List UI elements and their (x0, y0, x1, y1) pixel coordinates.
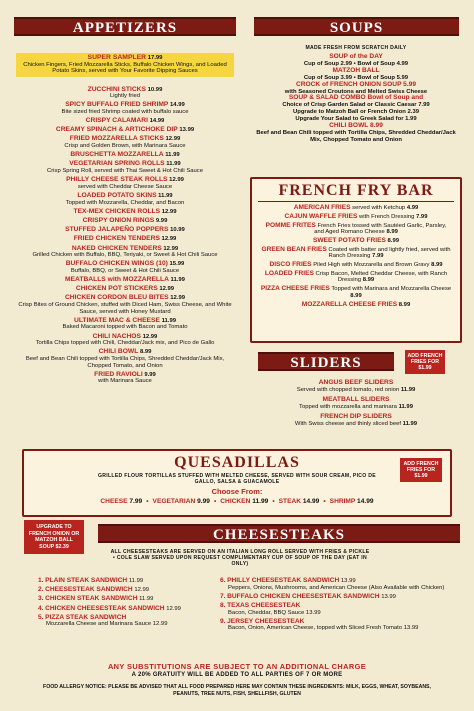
cheesesteak-price: 12.99 (134, 587, 150, 594)
fries-item (252, 262, 460, 269)
allergy-notice: FOOD ALLERGY NOTICE: PLEASE BE ADVISED THAT ALL FOOD PREPARED HERE MAY CONTAIN THESE INGREDIENTS: MILK, EGGS, WHEAT, SOYBEANS, PEANUTS, TREE NUTS, FISH, SHELLFISH, GLUTEN (43, 684, 431, 697)
appetizer-price: 12.99 (165, 136, 181, 143)
appetizer-price: 8.99 (139, 349, 152, 356)
appetizer-list (16, 87, 234, 385)
appetizer-desc: Crisp and Golden Brown, with Marinara Sauce (64, 143, 186, 150)
appetizer-header (16, 277, 234, 284)
soup-line: SOUP of the DAY (329, 53, 383, 60)
fries-line (260, 214, 452, 221)
fries-desc: with French Dressing (359, 213, 415, 220)
soups-column (256, 45, 456, 144)
sampler-price: 17.99 (147, 55, 163, 61)
soup-line: Beef and Bean Chili topped with Tortilla Chips, Shredded Cheddar/Jack Mix, Chopped Tomato and Onion (256, 129, 456, 143)
cheesesteak-item (38, 615, 213, 628)
appetizer-price: 12.99 (161, 236, 177, 243)
fries-title: FRENCH FRY BAR (278, 182, 434, 199)
appetizer-name: PHILLY CHEESE STEAK ROLLS (66, 176, 168, 184)
slider-price: 11.99 (402, 420, 418, 427)
cheesesteaks-intro: ALL CHEESESTEAKS ARE SERVED ON AN ITALIAN LONG ROLL SERVED WITH FRIES & PICKLE • COLE SLAW SERVED UPON REQUEST COMPLIMENTARY CUP OF SOUP OF THE DAY (EAT IN ONLY) (110, 549, 370, 567)
cheesesteak-name: PLAIN STEAK SANDWICH (45, 577, 128, 584)
cheesesteak-num: 6. (220, 577, 226, 584)
appetizer-name: CHILI BOWL (98, 348, 139, 356)
cheesesteak-header (220, 594, 460, 601)
cheesesteak-desc: Mozzarella Cheese and Marinara Sauce 12.99 (46, 621, 168, 628)
appetizer-item (16, 349, 234, 369)
fries-line (260, 302, 452, 309)
cheesesteak-header (38, 606, 213, 613)
appetizer-header (16, 136, 234, 143)
quesadilla-option-price: 7.99 (129, 498, 143, 505)
appetizer-desc: with Marinara Sauce (98, 378, 152, 385)
quesadilla-option-price: 11.99 (252, 498, 269, 505)
appetizer-name: FRIED RAVIOLI (94, 370, 143, 378)
cheesesteak-header (220, 619, 460, 626)
appetizer-item (16, 161, 234, 174)
soup-line: Cup of Soup 2.99 • Bowl of Soup 4.99 (303, 60, 409, 67)
appetizer-price: 13.99 (179, 127, 195, 134)
appetizer-name: VEGETARIAN SPRING ROLLS (69, 160, 165, 168)
cheesesteak-item (38, 596, 213, 603)
appetizer-desc: Buffalo, BBQ, or Sweet & Hot Chili Sauce (70, 267, 180, 274)
appetizer-name: CHICKEN POT STICKERS (75, 285, 158, 293)
quesadilla-option-price: 14.99 (357, 498, 374, 505)
fries-line (260, 223, 452, 236)
quesadilla-option-name: STEAK (278, 498, 301, 505)
appetizer-desc: Baked Macaroni topped with Bacon and Tomato (62, 324, 188, 331)
appetizer-name: TEX-MEX CHICKEN ROLLS (73, 207, 161, 215)
sliders-list (256, 380, 456, 432)
appetizer-item (16, 152, 234, 159)
fries-name: MOZZARELLA CHEESE FRIES (301, 300, 398, 308)
appetizer-item (16, 193, 234, 206)
slider-desc: Served with chopped tomato, red onion (296, 386, 400, 393)
appetizer-item (16, 236, 234, 243)
appetizer-name: ZUCCHINI STICKS (87, 85, 146, 93)
appetizer-name: CRISPY CALAMARI (85, 117, 148, 125)
fries-item (252, 286, 460, 299)
cheesesteaks-banner (98, 524, 460, 543)
soup-line: with Seasoned Croutons and Melted Swiss Cheese (284, 88, 428, 95)
fries-name: DISCO FRIES (269, 261, 312, 269)
fries-line (260, 271, 452, 284)
slider-desc-line (256, 421, 456, 428)
appetizer-price: 14.99 (149, 118, 165, 125)
substitutions-note: ANY SUBSTITUTIONS ARE SUBJECT TO AN ADDITIONAL CHARGE (107, 662, 367, 671)
cheesesteak-header (220, 578, 460, 585)
fries-item (252, 223, 460, 236)
soup-line: SOUP & SALAD COMBO Bowl of Soup and (288, 94, 424, 102)
fries-item (252, 302, 460, 309)
appetizer-header (16, 334, 234, 341)
cheesesteak-num: 4. (38, 604, 44, 612)
quesadilla-option-price: 9.99 (197, 498, 210, 505)
fries-line (260, 205, 452, 212)
quesadillas-fries-ribbon: ADD FRENCH FRIES FOR $1.99 (400, 458, 442, 482)
appetizer-desc: Crisp Bites of Ground Chicken, stuffed with Diced Ham, Swiss Cheese, and White Sauce, served with Honey Mustard (18, 302, 232, 315)
fries-name: CAJUN WAFFLE FRIES (284, 212, 358, 220)
appetizer-item (16, 136, 234, 149)
fries-price: 8.99 (350, 292, 362, 299)
cheesesteak-header (38, 596, 213, 603)
slider-desc-line (256, 404, 456, 411)
sampler-name: SUPER SAMPLER (87, 54, 147, 61)
appetizer-item (16, 118, 234, 125)
option-separator: • (272, 498, 275, 505)
cheesesteak-num: 2. (38, 586, 44, 594)
fries-desc: Piled High with Mozzarella and Brown Gravy (313, 262, 430, 269)
soup-line: Upgrade to Matzoh Ball or French Onion 2.39 (292, 109, 419, 116)
fries-item (252, 247, 460, 260)
cheesesteak-price: 11.99 (128, 578, 144, 584)
french-fry-bar-box (250, 177, 462, 343)
appetizer-item (16, 209, 234, 216)
fries-price: 8.99 (431, 262, 443, 269)
cheesesteak-price: 12.99 (166, 605, 181, 612)
appetizer-item (16, 177, 234, 190)
cheesesteak-desc: Bacon, Onion, American Cheese, topped with Sliced Fresh Tomato 13.99 (228, 625, 419, 632)
fries-name: PIZZA CHEESE FRIES (260, 285, 330, 293)
cheesesteak-num: 8. (220, 601, 226, 609)
fries-line (260, 238, 452, 245)
fries-item (252, 238, 460, 245)
slider-desc: With Swiss cheese and thinly sliced beef (294, 420, 402, 427)
cheesesteak-name: CHICKEN CHEESESTEAK SANDWICH (45, 604, 165, 612)
slider-name: FRENCH DIP SLIDERS (320, 413, 392, 421)
fries-desc: Topped with Marinara and Mozzarella Cheese (331, 286, 452, 293)
fries-name: SWEET POTATO FRIES (312, 236, 386, 244)
appetizer-price: 10.99 (147, 86, 163, 93)
cheesesteak-name: BUFFALO CHICKEN CHEESESTEAK SANDWICH (227, 592, 380, 600)
cheesesteak-item (38, 587, 213, 594)
appetizer-desc: Tortilla Chips topped with Chili, Cheddar/Jack mix, and Pico de Gallo (35, 340, 215, 347)
fries-item (252, 214, 460, 221)
cheesesteak-name: PIZZA STEAK SANDWICH (45, 613, 127, 621)
appetizer-item (16, 87, 234, 100)
appetizer-item (16, 246, 234, 259)
appetizer-header (16, 227, 234, 234)
appetizer-name: SPICY BUFFALO FRIED SHRIMP (65, 101, 169, 109)
appetizer-header (16, 236, 234, 243)
soup-line: Choice of Crisp Garden Salad or Classic Caesar 7.99 (282, 102, 430, 109)
appetizer-price: 9.99 (155, 217, 168, 224)
cheesesteak-num: 3. (38, 595, 44, 603)
appetizer-header (16, 87, 234, 94)
quesadillas-box (22, 449, 452, 517)
appetizer-price: 14.99 (170, 102, 185, 109)
appetizer-header (16, 318, 234, 325)
appetizer-header (16, 218, 234, 225)
gratuity-note: A 20% GRATUITY WILL BE ADDED TO ALL PARTIES OF 7 OR MORE (131, 672, 343, 678)
appetizer-item (16, 277, 234, 284)
appetizer-header (16, 127, 234, 134)
cheesesteak-price: 13.99 (340, 578, 356, 584)
fries-desc: served with Ketchup (352, 205, 406, 211)
cheesesteak-header (38, 578, 213, 585)
quesadilla-option-name: CHICKEN (220, 498, 251, 505)
fries-item (252, 205, 460, 212)
appetizer-name: ULTIMATE MAC & CHEESE (73, 316, 160, 324)
fries-item (252, 271, 460, 284)
appetizer-header (16, 177, 234, 184)
appetizer-header (16, 246, 234, 253)
appetizer-header (16, 152, 234, 159)
appetizer-price: 11.99 (166, 161, 181, 168)
appetizer-name: CHILI NACHOS (92, 332, 141, 340)
appetizer-item (16, 218, 234, 225)
quesadilla-option-name: CHEESE (100, 498, 128, 505)
cheesesteak-item (38, 578, 213, 585)
quesadilla-option-name: SHRIMP (329, 498, 356, 505)
appetizer-price: 12.99 (159, 286, 175, 293)
appetizer-item (16, 286, 234, 293)
fries-price: 7.99 (416, 213, 428, 220)
cheesesteak-num: 5. (38, 613, 44, 621)
soup-line: MATZOH BALL (332, 66, 380, 74)
fries-list (252, 205, 460, 308)
fries-name: GREEN BEAN FRIES (261, 245, 327, 253)
appetizer-price: 11.99 (161, 317, 176, 324)
option-separator: • (213, 498, 217, 505)
soup-line: CHILI BOWL 8.99 (329, 122, 383, 130)
quesadilla-option-price: 14.99 (302, 498, 320, 505)
appetizer-price: 10.99 (170, 227, 185, 234)
appetizer-header (16, 295, 234, 302)
appetizer-item (16, 102, 234, 115)
cheesesteak-item (220, 619, 460, 632)
cheesesteak-header (38, 615, 213, 622)
fries-line (260, 247, 452, 260)
appetizer-price: 9.99 (144, 371, 156, 378)
appetizer-name: NAKED CHICKEN TENDERS (71, 244, 162, 252)
cheesesteak-name: JERSEY CHEESESTEAK (227, 617, 305, 625)
appetizer-header (16, 261, 234, 268)
appetizer-header (16, 118, 234, 125)
appetizer-item (16, 372, 234, 385)
appetizer-price: 12.99 (161, 208, 177, 215)
cheesesteak-item (220, 603, 460, 616)
cheesesteak-header (38, 587, 213, 594)
appetizer-item (16, 127, 234, 134)
soup-line: CROCK of FRENCH ONION SOUP 5.99 (295, 80, 417, 88)
appetizer-price: 12.99 (169, 177, 184, 184)
appetizers-banner (14, 17, 236, 36)
soup-line: Cup of Soup 3.99 • Bowl of Soup 5.99 (303, 74, 409, 81)
fries-price: 8.99 (387, 237, 399, 244)
cheesesteak-price: 13.99 (381, 593, 396, 600)
cheesesteak-price: 11.99 (139, 596, 154, 603)
fries-name: LOADED FRIES (264, 269, 314, 277)
cheesesteak-num: 7. (220, 592, 226, 600)
fries-price: 8.99 (398, 301, 411, 308)
sliders-fries-ribbon: ADD FRENCH FRIES FOR $1.99 (405, 350, 445, 374)
appetizer-name: STUFFED JALAPEÑO POPPERS (65, 226, 169, 234)
soups-banner (254, 17, 459, 36)
sliders-banner (258, 352, 394, 371)
fries-price: 8.99 (362, 277, 375, 284)
quesadillas-choose: Choose From: (211, 487, 263, 496)
cheesesteaks-right-list (220, 578, 460, 635)
appetizer-item (16, 261, 234, 274)
appetizer-desc: Crisp Spring Roll, served with Thai Sweet & Hot Chili Sauce (46, 168, 204, 174)
slider-item (256, 380, 456, 393)
appetizer-item (16, 318, 234, 331)
cheesesteak-desc: Bacon, Cheddar, BBQ Sauce 13.99 (228, 609, 321, 616)
cheesesteak-item (220, 578, 460, 591)
appetizer-header (16, 209, 234, 216)
appetizer-price: 11.99 (170, 277, 185, 284)
fries-price: 7.99 (372, 253, 384, 260)
cheesesteaks-upgrade-ribbon: UPGRADE TO FRENCH ONION OR MATZOH BALL SOUP $2.39 (24, 520, 84, 554)
cheesesteak-name: PHILLY CHEESESTEAK SANDWICH (227, 577, 340, 584)
sampler-box (16, 53, 234, 77)
sliders-title: SLIDERS (290, 355, 362, 371)
appetizer-desc: served with Cheddar Cheese Sauce (77, 183, 173, 190)
cheesesteaks-left-list (38, 578, 213, 631)
slider-desc: Topped with mozzarella and marinara (299, 403, 397, 410)
appetizer-price: 15.99 (169, 261, 185, 268)
slider-name: MEATBALL SLIDERS (322, 396, 390, 404)
slider-desc-line (256, 387, 456, 394)
slider-name: ANGUS BEEF SLIDERS (318, 379, 394, 386)
option-separator: • (146, 498, 149, 505)
quesadillas-title: QUESADILLAS (174, 454, 300, 471)
cheesesteak-name: CHEESESTEAK SANDWICH (45, 586, 133, 594)
appetizer-name: BRUSCHETTA MOZZARELLA (70, 151, 164, 159)
sampler-desc: Chicken Fingers, Fried Mozzarella Sticks, Buffalo Chicken Wings, and Loaded Potato Skins, served with Your Favorite Dipping Sauces (23, 61, 227, 74)
appetizers-column (16, 53, 234, 443)
appetizer-header (16, 372, 234, 379)
slider-price: 11.99 (398, 403, 413, 410)
appetizer-header (16, 102, 234, 109)
soups-subtitle: MADE FRESH FROM SCRATCH DAILY (305, 45, 407, 51)
cheesesteak-num: 9. (220, 617, 226, 625)
appetizer-item (16, 334, 234, 347)
appetizer-item (16, 295, 234, 315)
appetizer-desc: Lightly fried (109, 93, 141, 100)
fries-line (260, 286, 452, 299)
appetizer-price: 12.99 (163, 245, 179, 252)
appetizer-desc: Grilled Chicken with Buffalo, BBQ, Teriyaki, or Sweet & Hot Chili Sauce (32, 252, 218, 259)
soup-line: Upgrade Your Salad to Greek Salad for 1.99 (295, 116, 417, 123)
cheesesteak-name: CHICKEN STEAK SANDWICH (45, 595, 138, 603)
soup-list (256, 54, 456, 144)
appetizer-header (16, 193, 234, 200)
appetizer-header (16, 286, 234, 293)
appetizer-name: FRIED CHICKEN TENDERS (73, 235, 160, 243)
cheesesteak-item (38, 606, 213, 613)
cheesesteak-item (220, 594, 460, 601)
cheesesteaks-title: CHEESESTEAKS (212, 527, 346, 543)
fries-line (260, 262, 452, 269)
appetizer-header (16, 349, 234, 356)
quesadillas-desc: GRILLED FLOUR TORTILLAS STUFFED WITH MELTED CHEESE, SERVED WITH SOUR CREAM, PICO DE GALLO, SALSA & GUACAMOLE (98, 473, 376, 485)
appetizer-name: CRISPY ONION RINGS (82, 216, 155, 224)
appetizer-price: 11.99 (165, 152, 180, 159)
slider-item (256, 414, 456, 427)
appetizer-name: BUFFALO CHICKEN WINGS (10) (65, 260, 168, 268)
appetizer-desc: Beef and Bean Chili topped with Tortilla Chips, Shredded Cheddar/Jack Mix, Chopped Tomato, and Onion (25, 355, 225, 369)
cheesesteak-header (220, 603, 460, 610)
slider-item (256, 397, 456, 410)
appetizer-name: MEATBALLS with MOZZARELLA (65, 276, 169, 284)
soups-title: SOUPS (329, 20, 384, 36)
option-separator: • (323, 498, 326, 505)
appetizer-name: LOADED POTATO SKINS (77, 191, 157, 199)
appetizer-item (16, 227, 234, 234)
quesadilla-options (24, 498, 450, 505)
quesadilla-option-name: VEGETARIAN (152, 498, 196, 505)
fries-desc: French Fries tossed with Sautéed Garlic, Parsley, and Aged Romano Cheese (314, 222, 447, 236)
appetizer-header (16, 161, 234, 168)
fries-name: POMME FRITES (265, 221, 316, 229)
appetizer-name: FRIED MOZZARELLA STICKS (69, 135, 164, 143)
slider-price: 11.99 (400, 386, 416, 393)
fries-name: AMERICAN FRIES (293, 204, 351, 211)
fries-desc: Crisp Bacon, Melted Cheddar Cheese, with Ranch Dressing (315, 270, 448, 284)
cheesesteak-desc: Peppers, Onions, Mushrooms, and American Cheese (Also Available with Chicken) (228, 584, 445, 591)
appetizers-title: APPETIZERS (72, 20, 178, 36)
appetizer-price: 11.99 (158, 192, 173, 199)
appetizer-name: CREAMY SPINACH & ARTICHOKE DIP (55, 126, 178, 134)
appetizer-name: CHICKEN CORDON BLEU BITES (64, 294, 169, 302)
appetizer-price: 12.99 (170, 295, 186, 302)
fries-price: 4.99 (406, 205, 419, 211)
appetizer-price: 12.99 (142, 333, 158, 340)
appetizer-desc: Bite sized fried Shrimp coated with buffalo sauce (61, 108, 189, 115)
fries-desc: Coated with batter and lightly fried, served with Ranch Dressing (328, 246, 451, 260)
cheesesteak-num: 1. (38, 577, 44, 584)
cheesesteak-name: TEXAS CHEESESTEAK (227, 601, 301, 609)
appetizer-desc: Topped with Mozzarella, Cheddar, and Bacon (65, 199, 185, 206)
fries-price: 8.99 (386, 229, 398, 236)
